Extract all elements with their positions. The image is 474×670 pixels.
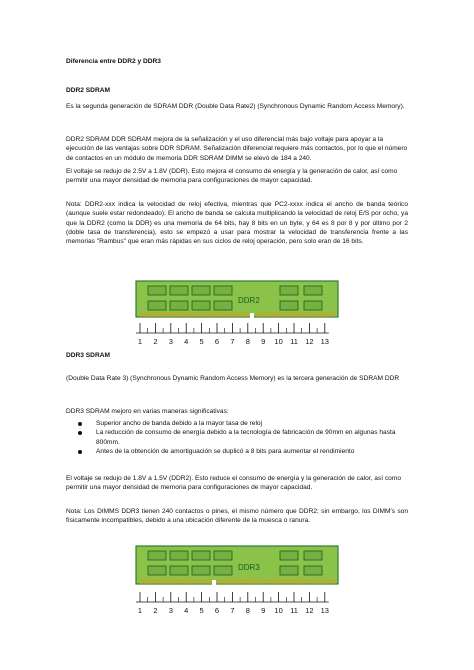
memory-chip <box>170 286 188 295</box>
ruler-tick-label: 12 <box>305 337 314 346</box>
memory-chip <box>192 551 210 560</box>
ddr2-paragraph-4: Nota: DDR2-xxx indica la velocidad de reloj efectiva, mientras que PC2-xxxx indica el ancho de banda teórico (aunque suele estar redondeado). El ancho de banda se calcula multiplicando la velocidad de reloj E/S por ocho, ya que la DDR2 (como la DDR) es una memoria de 64 bits, hay 8 bits en un byte, y 64 es 8 por 8 y por último por 2 (doble tasa de transferencia), esto se empezó a usar para mostrar la velocidad de transferencia frente a las memorias "Rambus" que eran más rápidas en sus ciclos de reloj operación, pero solo eran de 16 bits. <box>66 201 408 246</box>
ruler-tick-label: 9 <box>261 606 266 615</box>
memory-chip <box>280 286 298 295</box>
ruler-tick-label: 7 <box>230 606 235 615</box>
ruler-tick-label: 10 <box>274 337 283 346</box>
memory-chip <box>280 301 298 310</box>
ruler-tick-label: 2 <box>153 337 158 346</box>
memory-chip <box>304 301 322 310</box>
memory-chip <box>304 286 322 295</box>
ruler-tick-label: 12 <box>305 606 314 615</box>
memory-chip <box>280 566 298 575</box>
bullet-icon <box>78 422 82 426</box>
ddr2-ruler <box>136 323 329 346</box>
ddr2-module-label: DDR2 <box>238 296 260 305</box>
list-item: La reducción de consumo de energía debido a la tecnología de fabricación de 90mm en algunas hasta 800mm. <box>78 428 408 447</box>
ddr3-bullet-list <box>78 419 408 456</box>
ruler-tick-label: 11 <box>290 606 298 615</box>
ruler-tick-label: 6 <box>214 337 220 346</box>
ruler-tick-label: 8 <box>245 606 250 615</box>
ddr2-heading: DDR2 SDRAM <box>66 87 110 94</box>
ruler-tick-label: 6 <box>214 606 220 615</box>
list-item: Superior ancho de banda debido a la mayor tasa de reloj <box>78 419 408 428</box>
ruler-tick-label: 1 <box>137 337 143 346</box>
bullet-icon <box>78 431 82 435</box>
memory-chip <box>304 551 322 560</box>
ddr3-module-label: DDR3 <box>238 563 260 572</box>
ruler-tick-label: 9 <box>261 337 266 346</box>
doc-title: Diferencia entre DDR2 y DDR3 <box>66 58 161 65</box>
ddr2-paragraph-3: El voltaje se redujo de 2.5V a 1.8V (DDR). Esto mejora el consumo de energía y la generación de calor, así como permitir una mayor densidad de memoria para configuraciones de mayor capacidad. <box>66 168 398 185</box>
ddr2-module <box>136 281 338 318</box>
memory-chip <box>170 551 188 560</box>
memory-chip <box>148 286 166 295</box>
memory-chip <box>304 566 322 575</box>
ddr3-module-figure <box>130 544 345 620</box>
ruler-tick-label: 13 <box>320 337 329 346</box>
ddr3-paragraph-4: Nota: Los DIMMS DDR3 tienen 240 contactos o pines, el mismo número que DDR2; sin embargo, los DIMM's son físicamente incompatibles, debido a una ubicación diferente de la muesca o ranura. <box>66 508 408 525</box>
memory-chip <box>192 286 210 295</box>
memory-chip <box>214 286 232 295</box>
memory-chip <box>214 566 232 575</box>
ddr2-module-figure <box>130 279 345 351</box>
ruler-tick-label: 5 <box>199 337 204 346</box>
ddr3-paragraph-2: DDR3 SDRAM mejoro en varias maneras significativas: <box>66 408 229 415</box>
ddr2-paragraph-1: Es la segunda generación de SDRAM DDR (Double Data Rate2) (Synchronous Dynamic Random Access Memory). <box>66 103 405 110</box>
memory-chip <box>148 301 166 310</box>
ddr2-paragraph-2: DDR2 SDRAM DDR SDRAM mejora de la señalización y el uso diferencial más bajo voltaje para apoyar a la ejecución de las ventajas sobre DDR SDRAM. Señalización diferencial requiere más contactos, por lo que el número de contactos en un módulo de memoria DDR SDRAM DIMM se elevó de 184 a 240. <box>66 136 408 162</box>
ddr3-heading: DDR3 SDRAM <box>66 352 110 359</box>
memory-chip <box>148 551 166 560</box>
ruler-tick-label: 7 <box>230 337 235 346</box>
list-item: Antes de la obtención de amortiguación se duplicó a 8 bits para aumentar el rendimiento <box>78 447 408 456</box>
ruler-tick-label: 4 <box>184 606 189 615</box>
ruler-tick-label: 8 <box>245 337 250 346</box>
ruler-tick-label: 3 <box>168 606 173 615</box>
ruler-tick-label: 4 <box>184 337 189 346</box>
ddr3-paragraph-1: (Double Data Rate 3) (Synchronous Dynamic Random Access Memory) es la tercera generación de SDRAM DDR <box>66 375 400 382</box>
ddr3-paragraph-3: El voltaje se redujo de 1.8V a 1.5V (DDR2). Esto reduce el consumo de energía y la generación de calor, así como permitir una mayor densidad de memoria para configuraciones de mayor capacidad. <box>66 475 402 492</box>
ruler-tick-label: 5 <box>199 606 204 615</box>
ruler-tick-label: 1 <box>137 606 143 615</box>
ruler-tick-label: 3 <box>168 337 173 346</box>
memory-chip <box>214 301 232 310</box>
ruler-tick-label: 2 <box>153 606 158 615</box>
ddr3-module <box>136 546 338 585</box>
memory-chip <box>214 551 232 560</box>
memory-chip <box>170 566 188 575</box>
memory-chip <box>148 566 166 575</box>
ruler-tick-label: 13 <box>320 606 329 615</box>
memory-chip <box>192 566 210 575</box>
memory-chip <box>192 301 210 310</box>
bullet-icon <box>78 450 82 454</box>
memory-chip <box>170 301 188 310</box>
ddr3-ruler <box>136 592 329 615</box>
ruler-tick-label: 10 <box>274 606 283 615</box>
memory-chip <box>280 551 298 560</box>
ruler-tick-label: 11 <box>290 337 298 346</box>
